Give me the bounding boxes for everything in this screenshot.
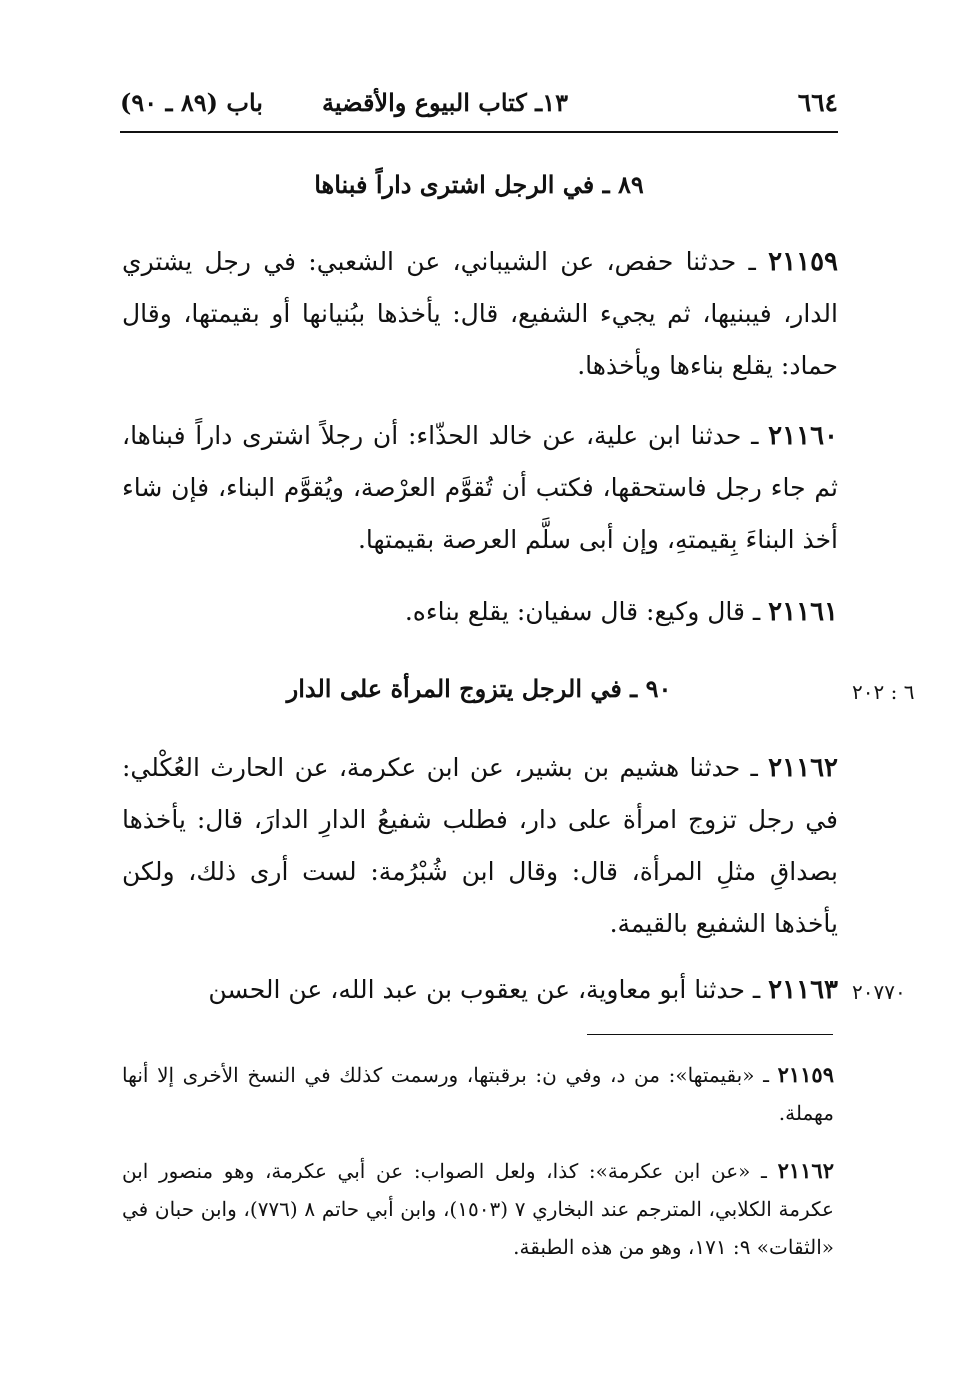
running-header	[120, 84, 838, 124]
hadith-text: ـ قال وكيع: قال سفيان: يقلع بناءه.	[404, 597, 769, 626]
hadith-text: ـ حدثنا هشيم بن بشير، عن ابن عكرمة، عن الحارث العُكْلي: في رجل تزوج امرأة على دار، فطلب شفيعُ الدارِ الدارَ، قال: يأخذها بصداقِ مثلِ المرأة، قال: وقال ابن شُبْرُمة: لست أرى ذلك، ولكن يأخذها الشفيع بالقيمة.	[122, 753, 838, 938]
hadith-text: ـ حدثنا ابن علية، عن خالد الحذّاء: أن رجلاً اشترى داراً فبناها، ثم جاء رجل فاستحقها، فكتب أن تُقوَّم العرْصة، ويُقوَّم البناء، فإن شاء أخذ البناءَ بِقيمتهِ، وإن أبى سلَّم العرصة بقيمتها.	[122, 421, 838, 554]
hadith-text: ـ حدثنا أبو معاوية، عن يعقوب بن عبد الله، عن الحسن	[208, 975, 769, 1004]
hadith-number: ٢١١٦٠	[768, 421, 838, 451]
footnote-text: ـ «بقيمتها»: من د، وفي ن: برقبتها، ورسمت كذلك في النسخ الأخرى إلا أنها مهملة.	[122, 1063, 834, 1125]
hadith-number: ٢١١٦٢	[768, 753, 838, 783]
hadith-21160	[122, 410, 838, 566]
book-title: ١٣ـ كتاب البيوع والأقضية	[322, 88, 568, 117]
hadith-text: ـ حدثنا حفص، عن الشيباني، عن الشعبي: في رجل يشتري الدار، فيبنيها، ثم يجيء الشفيع، قال: يأخذها ببُنيانها أو بقيمتها، وقال حماد: يقلع بناءها ويأخذها.	[122, 247, 838, 380]
hadith-21159	[122, 236, 838, 392]
chapter-heading-89: ٨٩ ـ في الرجل اشترى داراً فبناها	[314, 170, 644, 199]
chapter-range: باب (٨٩ ـ ٩٠)	[120, 88, 263, 117]
footnote-text: ـ «عن ابن عكرمة»: كذا، ولعل الصواب: عن أبي عكرمة، وهو منصور ابن عكرمة الكلابي، المترجم عند البخاري ٧ (١٥٠٣)، وابن أبي حاتم ٨ (٧٧٦)، وابن حبان في «الثقات» ٩: ١٧١، وهو من هذه الطبقة.	[122, 1159, 834, 1259]
margin-reference: ٢٠٧٧٠	[852, 980, 906, 1004]
footnote-21162	[122, 1152, 834, 1266]
footnote-number: ٢١١٦٢	[777, 1158, 834, 1183]
hadith-number: ٢١١٦١	[768, 597, 838, 627]
margin-reference: ٦ : ٢٠٢	[852, 680, 915, 704]
hadith-number: ٢١١٥٩	[768, 247, 838, 277]
footnote-rule	[587, 1034, 833, 1035]
page-number: ٦٦٤	[797, 88, 838, 117]
chapter-heading-90: ٩٠ ـ في الرجل يتزوج المرأة على الدار	[286, 674, 672, 703]
footnote-21159	[122, 1056, 834, 1132]
hadith-21161	[122, 586, 838, 638]
header-rule	[120, 131, 838, 133]
footnote-number: ٢١١٥٩	[777, 1062, 834, 1087]
hadith-21163	[122, 964, 838, 1016]
hadith-number: ٢١١٦٣	[768, 975, 838, 1005]
hadith-21162	[122, 742, 838, 950]
